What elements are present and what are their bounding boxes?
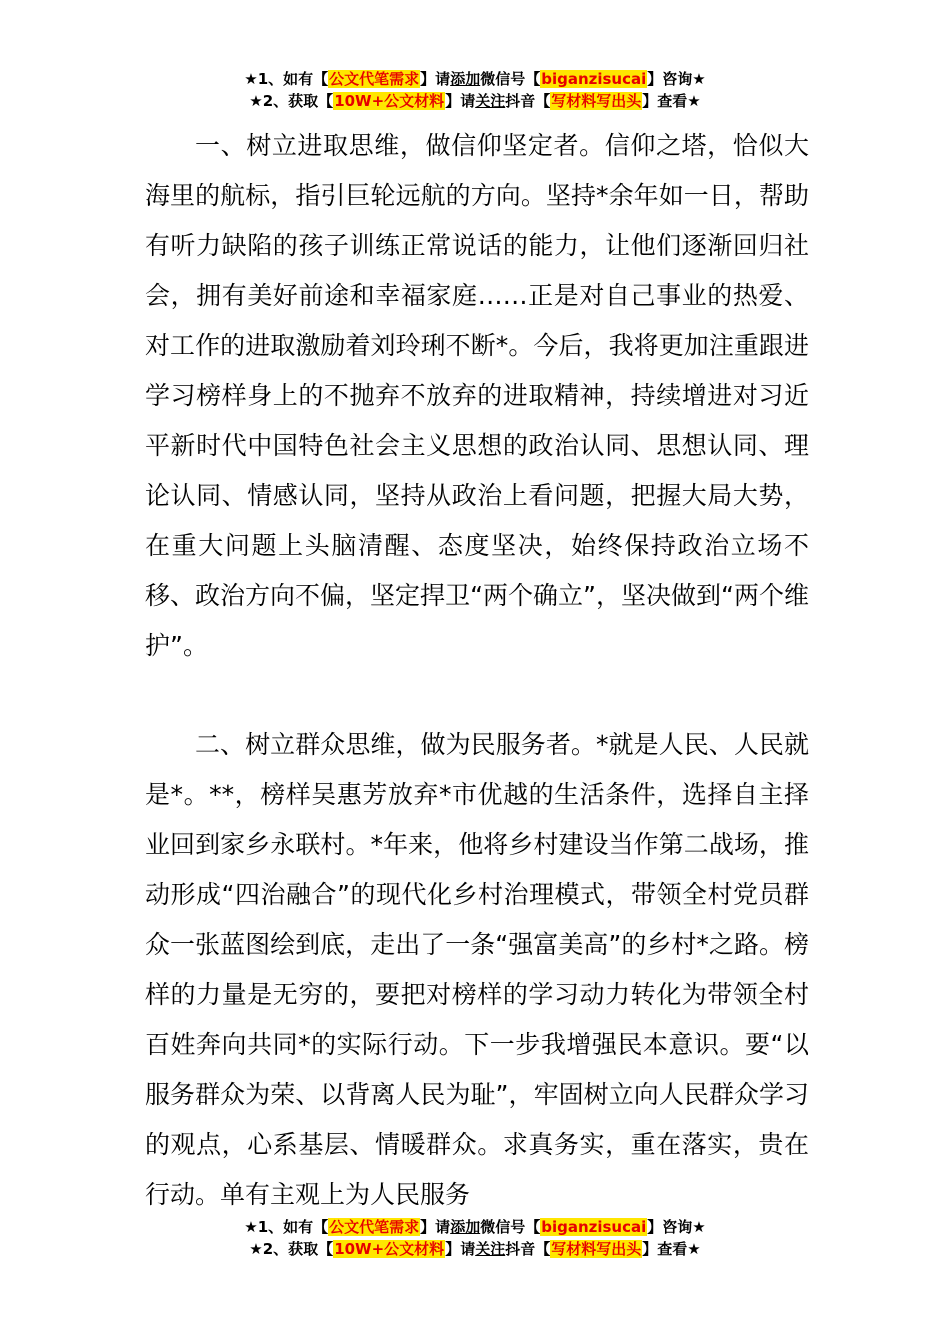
- banner-highlight: 10W+公文材料: [334, 1240, 445, 1258]
- banner-highlight: 公文代笔需求: [329, 70, 420, 88]
- banner-line-1: [0, 68, 950, 90]
- banner-text: 抖音【: [505, 92, 551, 110]
- banner-text: 】请: [445, 92, 476, 110]
- banner-line-1: [0, 1216, 950, 1238]
- banner-line-2: [0, 1238, 950, 1260]
- banner-text: 】查看★: [642, 1240, 701, 1258]
- banner-text: ★1、如有【: [244, 1218, 329, 1236]
- banner-text: 】请: [420, 1218, 451, 1236]
- footer-banner: [0, 1216, 950, 1260]
- banner-text: 】请: [420, 70, 451, 88]
- banner-text: ★2、获取【: [249, 1240, 334, 1258]
- banner-line-2: [0, 90, 950, 112]
- banner-text: 】请: [445, 1240, 476, 1258]
- banner-text: 】咨询★: [647, 70, 706, 88]
- banner-underline: 添加: [450, 1218, 481, 1236]
- banner-highlight: 写材料写出头: [551, 92, 642, 110]
- body-paragraph-2: 二、树立群众思维，做为民服务者。*就是人民、人民就是*。**，榜样吴惠芳放弃*市优越的生活条件，选择自主择业回到家乡永联村。*年来，他将乡村建设当作第二战场，推动形成“四治融合”的现代化乡村治理模式，带领全村党员群众一张蓝图绘到底，走出了一条“强富美高”的乡村*之路。榜样的力量是无穷的，要把对榜样的学习动力转化为带领全村百姓奔向共同*的实际行动。下一步我增强民本意识。要“以服务群众为荣、以背离人民为耻”，牢固树立向人民群众学习的观点，心系基层、情暖群众。求真务实，重在落实，贵在行动。单有主观上为人民服务: [145, 730, 809, 1209]
- header-banner: [0, 68, 950, 112]
- banner-text: 微信号【: [480, 1218, 541, 1236]
- banner-text: 抖音【: [505, 1240, 551, 1258]
- banner-underline: 添加: [450, 70, 481, 88]
- banner-highlight: biganzisucai: [541, 1218, 647, 1236]
- body-paragraph-1: 一、树立进取思维，做信仰坚定者。信仰之塔，恰似大海里的航标，指引巨轮远航的方向。坚持*余年如一日，帮助有听力缺陷的孩子训练正常说话的能力，让他们逐渐回归社会，拥有美好前途和幸福家庭……正是对自己事业的热爱、对工作的进取激励着刘玲琍不断*。今后，我将更加注重跟进学习榜样身上的不抛弃不放弃的进取精神，持续增进对习近平新时代中国特色社会主义思想的政治认同、思想认同、理论认同、情感认同，坚持从政治上看问题，把握大局大势，在重大问题上头脑清醒、态度坚决，始终保持政治立场不移、政治方向不偏，坚定捍卫“两个确立”，坚决做到“两个维护”。: [145, 131, 809, 660]
- banner-text: ★1、如有【: [244, 70, 329, 88]
- banner-highlight: 公文代笔需求: [329, 1218, 420, 1236]
- banner-underline: 关注: [475, 1240, 506, 1258]
- banner-text: ★2、获取【: [249, 92, 334, 110]
- banner-text: 微信号【: [480, 70, 541, 88]
- banner-text: 】查看★: [642, 92, 701, 110]
- banner-highlight: 10W+公文材料: [334, 92, 445, 110]
- banner-text: 】咨询★: [647, 1218, 706, 1236]
- banner-highlight: 写材料写出头: [551, 1240, 642, 1258]
- banner-underline: 关注: [475, 92, 506, 110]
- banner-highlight: biganzisucai: [541, 70, 647, 88]
